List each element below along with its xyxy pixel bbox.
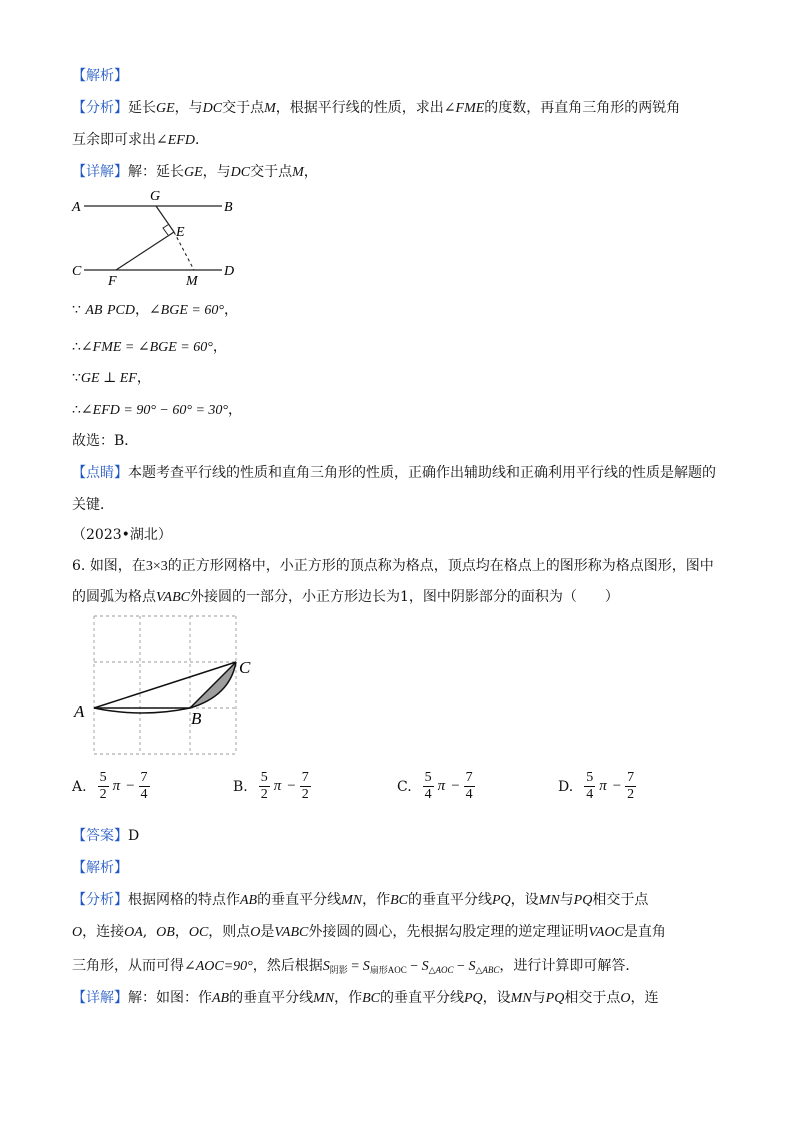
text: 1	[399, 589, 409, 605]
text: 如图，在	[89, 558, 146, 574]
math-oa: OA	[124, 925, 143, 940]
math-grid-size: 3×3	[145, 559, 168, 574]
answer-line: 故选：B．	[72, 433, 139, 449]
grid-arc-figure	[70, 610, 270, 760]
area-formula	[323, 959, 500, 974]
option-label: A.	[72, 778, 87, 795]
question-line-1	[72, 556, 732, 577]
step-2	[72, 337, 732, 358]
source-tag: （2023•湖北）	[72, 527, 172, 543]
math-dc: DC	[230, 165, 251, 180]
text: 根据网格的特点作	[128, 892, 240, 908]
text: 解：如图：作	[128, 990, 212, 1006]
detail-line-1	[72, 162, 732, 183]
math-pq: PQ	[545, 991, 565, 1006]
text: 外接圆的一部分，小正方形边长为	[189, 589, 400, 605]
text: ，	[212, 339, 227, 355]
text: 的正方形网格中，小正方形的顶点称为格点，顶点均在格点上的图形称为格点图形，图中	[167, 558, 714, 574]
dianjing-tag: 【点睛】	[72, 465, 128, 481]
parallel-lines-figure	[70, 186, 250, 290]
option-a[interactable]	[72, 770, 151, 803]
option-label: D.	[558, 778, 574, 795]
dianjing-line-1	[72, 463, 732, 483]
label-c: C	[239, 658, 251, 677]
label-m: M	[186, 274, 198, 289]
text: 本题考查平行线的性质和直角三角形的性质，正确作出辅助线和正确利用平行线的性质是解题的	[128, 465, 716, 481]
analysis2-line-1	[72, 890, 732, 911]
minus: −	[406, 959, 422, 974]
text: ，	[223, 302, 238, 318]
text: 交于点	[222, 100, 265, 116]
pi-symbol: π	[599, 778, 607, 794]
math-fme: FME	[455, 101, 485, 116]
math-triangle-aoc: VAOC	[588, 925, 624, 940]
s-symbol: S	[468, 959, 476, 974]
text: ，作	[334, 990, 363, 1006]
answer-tag: 【答案】	[72, 828, 128, 844]
math-triangle-abc: VABC	[156, 590, 190, 605]
math-pq: PQ	[573, 893, 593, 908]
subscript: 扇形AOC	[369, 965, 407, 975]
minus-symbol: −	[451, 778, 460, 794]
minus-symbol: −	[287, 778, 296, 794]
minus-symbol: −	[612, 778, 622, 794]
text: 与	[559, 892, 574, 908]
analysis-tag: 【分析】	[72, 100, 128, 116]
text: ，进行计算即可解答．	[499, 958, 640, 974]
text: 与	[531, 990, 546, 1006]
label-g: G	[150, 189, 161, 204]
s-symbol: S	[322, 959, 330, 974]
math-angle-aoc: ∠AOC=90°	[184, 959, 253, 974]
analysis2-line-3	[72, 956, 732, 980]
math-o: O	[250, 925, 261, 940]
step-4	[72, 400, 732, 421]
fraction: $\frac{7}{4}$	[465, 770, 473, 802]
math-mn: MN	[538, 893, 560, 908]
subscript: 阴影	[329, 965, 348, 975]
option-label: B.	[233, 778, 248, 795]
text: 交于点	[250, 164, 293, 180]
subscript: △AOC	[428, 965, 454, 975]
analysis2-line-2	[72, 922, 732, 943]
math-oc: OC	[188, 925, 209, 940]
text: ，设	[482, 990, 511, 1006]
detail2-line-1	[72, 988, 732, 1009]
dianjing-line-2: 关键．	[72, 497, 114, 513]
fraction: $\frac{5}{2}$	[99, 770, 107, 802]
right-angle-mark	[163, 225, 169, 236]
math-m: M	[292, 165, 304, 180]
math-pq: PQ	[492, 893, 511, 908]
label-c: C	[72, 264, 82, 279]
text: 的垂直平分线	[408, 892, 492, 908]
because-symbol: ∵	[72, 370, 81, 386]
label-a: A	[72, 200, 81, 215]
text: ，与	[202, 164, 231, 180]
math-mn: MN	[510, 991, 532, 1006]
math-mn: MN	[313, 991, 335, 1006]
text: ，根据平行线的性质，求出	[275, 100, 444, 116]
fraction: $\frac{5}{4}$	[424, 770, 432, 802]
math-m: M	[264, 101, 276, 116]
fraction: $\frac{5}{2}$	[260, 770, 268, 802]
text: ，	[134, 302, 149, 318]
text: ．	[194, 132, 209, 148]
math-pq: PQ	[464, 991, 483, 1006]
minus: −	[453, 959, 469, 974]
segment-ge	[156, 206, 174, 232]
option-c[interactable]	[397, 770, 476, 803]
text: ，	[136, 370, 151, 386]
jiexi-heading: 【解析】	[72, 68, 128, 84]
parallel-symbol: P	[106, 303, 116, 318]
text: ，连接	[82, 924, 125, 940]
fraction: $\frac{7}{4}$	[140, 770, 148, 802]
text: ，	[174, 924, 189, 940]
fraction: $\frac{5}{4}$	[586, 770, 594, 802]
answer-heading	[72, 826, 732, 846]
pi-symbol: π	[273, 778, 282, 794]
text: ，	[303, 164, 318, 180]
segment-fe	[116, 232, 174, 270]
angle-symbol: ∠	[156, 132, 168, 148]
math-mn: MN	[341, 893, 363, 908]
math-angle-bge: ∠BGE = 60°	[148, 303, 224, 318]
s-symbol: S	[421, 959, 429, 974]
answer-value: D	[128, 828, 140, 844]
detail-tag: 【详解】	[72, 990, 128, 1006]
text: 外接圆的圆心，先根据勾股定理的逆定理证明	[308, 924, 589, 940]
math-efd-eq: ∠EFD = 90° − 60° = 30°	[80, 403, 229, 418]
label-f: F	[108, 274, 117, 289]
s-symbol: S	[362, 959, 370, 974]
pi-symbol: π	[437, 778, 446, 794]
text: 的度数，再直角三角形的两锐角	[484, 100, 681, 116]
analysis-line-2	[72, 130, 732, 151]
math-o: O	[72, 925, 83, 940]
therefore-symbol: ∴	[72, 339, 81, 355]
fraction: $\frac{7}{2}$	[627, 770, 635, 802]
text: 相交于点	[592, 892, 649, 908]
equals: =	[347, 959, 363, 974]
label-d: D	[224, 264, 235, 279]
math-bc: BC	[390, 893, 408, 908]
pi-symbol: π	[112, 778, 121, 794]
fraction: $\frac{7}{2}$	[301, 770, 309, 802]
text: ，与	[174, 100, 203, 116]
text: 的垂直平分线	[257, 892, 342, 908]
label-a: A	[74, 702, 85, 721]
math-ge: GE	[156, 101, 175, 116]
math-ab: AB	[240, 893, 258, 908]
label-b: B	[224, 200, 233, 215]
label-b: B	[191, 709, 202, 728]
text: 的垂直平分线	[229, 990, 314, 1006]
math-ob: OB	[156, 925, 175, 940]
subscript: △ABC	[475, 965, 500, 975]
text: 互余即可求出	[72, 132, 156, 148]
text: 延长	[128, 100, 156, 116]
text: ，	[228, 402, 243, 418]
math-efd: EFD	[167, 133, 195, 148]
text: 解：延长	[128, 164, 184, 180]
step-3	[72, 368, 732, 389]
analysis-tag: 【分析】	[72, 892, 128, 908]
math-ge-perp-ef: GE ⊥ EF	[80, 371, 137, 386]
text: 三角形，从而可得	[72, 958, 184, 974]
because-symbol: ∵	[72, 302, 81, 318]
jiexi-heading-2: 【解析】	[72, 860, 128, 876]
math-ab: AB	[85, 303, 103, 318]
math-triangle-abc: VABC	[274, 925, 309, 940]
text: 相交于点	[564, 990, 621, 1006]
text: ，作	[362, 892, 391, 908]
math-o: O	[620, 991, 631, 1006]
option-b[interactable]	[233, 770, 312, 803]
math-bc: BC	[362, 991, 380, 1006]
analysis-line-1	[72, 98, 732, 119]
text: 的垂直平分线	[380, 990, 464, 1006]
text: ，然后根据	[252, 958, 323, 974]
minus-symbol: −	[126, 778, 135, 794]
text: ，设	[510, 892, 539, 908]
option-d[interactable]	[558, 770, 637, 803]
angle-symbol: ∠	[443, 100, 456, 116]
math-ab: AB	[212, 991, 230, 1006]
text: ，图中阴影部分的面积为（ ）	[408, 589, 619, 605]
text: 是直角	[623, 924, 666, 940]
text: ，连	[630, 990, 659, 1006]
detail-tag: 【详解】	[72, 164, 128, 180]
math-ge: GE	[184, 165, 203, 180]
step-1	[72, 300, 732, 321]
text: 是	[260, 924, 275, 940]
text: 的圆弧为格点	[72, 589, 156, 605]
math-dc: DC	[202, 101, 223, 116]
text: ，则点	[208, 924, 251, 940]
math-fme-eq: ∠FME = ∠BGE = 60°	[80, 340, 213, 355]
question-number: 6.	[72, 558, 86, 574]
label-e: E	[176, 225, 185, 240]
option-label: C.	[397, 778, 412, 795]
math-cd: CD	[115, 303, 135, 318]
question-line-2	[72, 587, 732, 608]
text: ,	[142, 924, 148, 940]
therefore-symbol: ∴	[72, 402, 81, 418]
